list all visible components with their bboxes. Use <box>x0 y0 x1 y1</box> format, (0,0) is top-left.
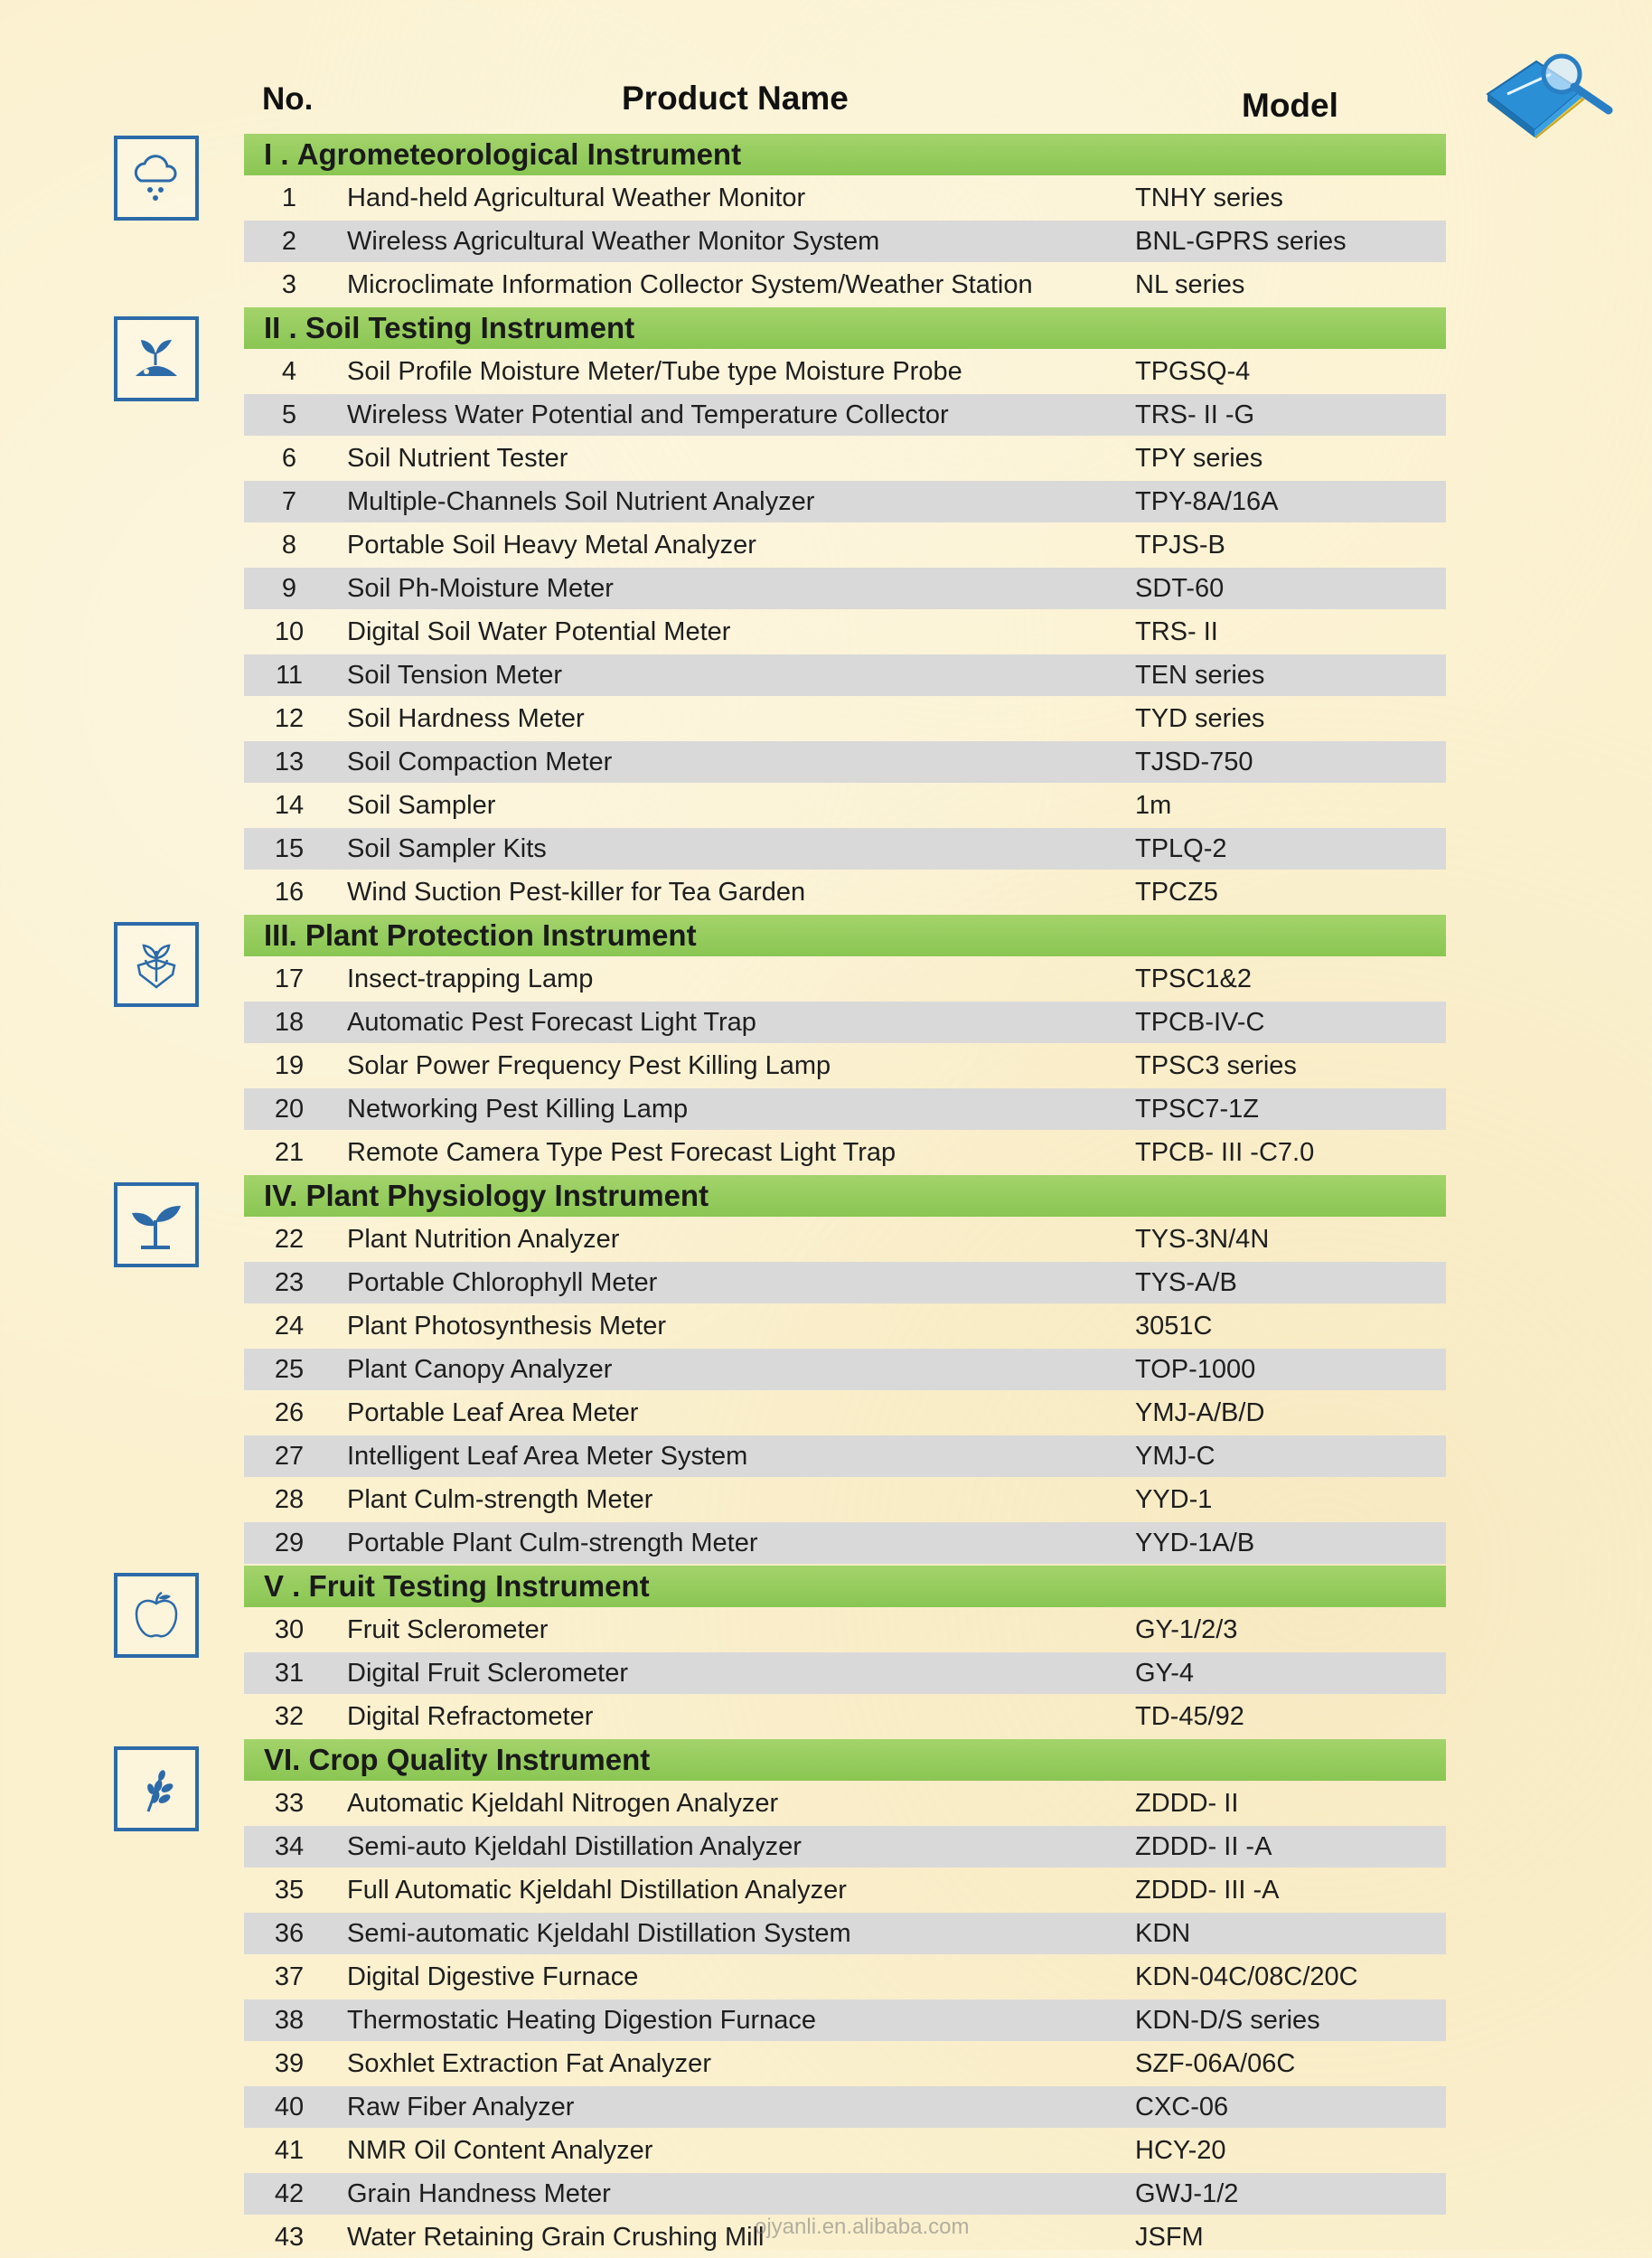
product-name: Soil Ph-Moisture Meter <box>347 573 614 603</box>
table-row <box>244 221 1446 262</box>
table-row <box>244 1349 1446 1390</box>
product-model: TPCB- III -C7.0 <box>1135 1137 1315 1167</box>
product-table <box>244 134 1446 2258</box>
row-number: 34 <box>274 1831 305 1861</box>
row-number: 43 <box>274 2222 305 2252</box>
row-number: 23 <box>274 1267 305 1297</box>
product-name: Grain Handness Meter <box>347 2178 611 2208</box>
product-name: Soil Tension Meter <box>347 660 563 690</box>
product-name: Full Automatic Kjeldahl Distillation Analyzer <box>347 1875 847 1905</box>
wheat-icon <box>114 1746 199 1831</box>
product-model: YYD-1A/B <box>1135 1528 1255 1557</box>
product-model: TPCZ5 <box>1135 877 1218 907</box>
product-model: KDN <box>1135 1918 1191 1948</box>
section-title: Plant Physiology Instrument <box>305 1179 709 1212</box>
product-name: NMR Oil Content Analyzer <box>347 2135 653 2165</box>
product-name: Soil Compaction Meter <box>347 747 613 776</box>
product-model: YMJ-C <box>1135 1441 1216 1471</box>
table-row <box>244 1956 1446 1998</box>
table-row <box>244 958 1446 1000</box>
row-number: 15 <box>274 833 305 863</box>
book-magnifier-icon <box>1473 47 1618 155</box>
section-title: Soil Testing Instrument <box>305 311 635 344</box>
product-name: Digital Refractometer <box>347 1701 594 1731</box>
product-model: TPSC3 series <box>1135 1050 1297 1080</box>
row-number: 20 <box>274 1094 305 1124</box>
row-number: 24 <box>274 1311 305 1341</box>
section-numeral: VI. <box>264 1743 301 1776</box>
table-row <box>244 1783 1446 1824</box>
table-row <box>244 828 1446 870</box>
row-number: 36 <box>274 1918 305 1948</box>
row-number: 33 <box>274 1788 305 1818</box>
product-model: TPY-8A/16A <box>1135 486 1279 516</box>
product-model: NL series <box>1135 269 1245 299</box>
table-row <box>244 2043 1446 2084</box>
product-model: JSFM <box>1135 2222 1204 2252</box>
product-name: Semi-auto Kjeldahl Distillation Analyzer <box>347 1831 802 1861</box>
product-name: Automatic Kjeldahl Nitrogen Analyzer <box>347 1788 779 1818</box>
table-row <box>244 1696 1446 1737</box>
product-name: Soil Sampler Kits <box>347 833 547 863</box>
row-number: 12 <box>274 703 305 733</box>
product-model: TYD series <box>1135 703 1265 733</box>
section-numeral: V . <box>264 1569 301 1603</box>
row-number: 6 <box>281 443 297 473</box>
table-row <box>244 1869 1446 1911</box>
section-numeral: I . <box>264 137 289 171</box>
product-model: TPCB-IV-C <box>1135 1007 1265 1037</box>
table-row <box>244 698 1446 739</box>
table-row <box>244 741 1446 783</box>
row-number: 3 <box>281 269 297 299</box>
section-plant-physiology <box>244 1175 1446 1217</box>
table-row <box>244 1218 1446 1260</box>
row-number: 7 <box>281 486 297 516</box>
section-numeral: II . <box>264 311 297 344</box>
row-number: 42 <box>274 2178 305 2208</box>
soil-sprout-icon <box>114 316 199 401</box>
section-numeral: III. <box>264 918 297 952</box>
table-row <box>244 1479 1446 1520</box>
table-row <box>244 654 1446 696</box>
product-name: Water Retaining Grain Crushing Mill <box>347 2222 765 2252</box>
row-number: 26 <box>274 1397 305 1427</box>
table-row <box>244 1002 1446 1043</box>
header-model: Model <box>1242 87 1338 124</box>
row-number: 35 <box>274 1875 305 1905</box>
product-name: Soil Sampler <box>347 790 496 820</box>
table-row <box>244 394 1446 436</box>
product-name: Wireless Agricultural Weather Monitor System <box>347 226 880 256</box>
product-name: Soil Profile Moisture Meter/Tube type Moisture Probe <box>347 356 962 386</box>
product-name: Wireless Water Potential and Temperature Collector <box>347 400 949 429</box>
product-model: TJSD-750 <box>1135 747 1253 776</box>
table-row <box>244 264 1446 306</box>
row-number: 4 <box>281 356 297 386</box>
product-name: Thermostatic Heating Digestion Furnace <box>347 2005 817 2035</box>
product-model: TNHY series <box>1135 183 1283 212</box>
product-name: Semi-automatic Kjeldahl Distillation System <box>347 1918 851 1948</box>
row-number: 21 <box>274 1137 305 1167</box>
product-name: Plant Culm-strength Meter <box>347 1484 653 1514</box>
row-number: 38 <box>274 2005 305 2035</box>
product-name: Soxhlet Extraction Fat Analyzer <box>347 2048 711 2078</box>
product-name: Microclimate Information Collector System/Weather Station <box>347 269 1033 299</box>
table-row <box>244 1045 1446 1087</box>
table-row <box>244 1435 1446 1477</box>
header-no: No. <box>262 81 314 117</box>
table-row <box>244 437 1446 479</box>
product-name: Soil Nutrient Tester <box>347 443 568 473</box>
product-model: TPSC1&2 <box>1135 964 1252 993</box>
table-row <box>244 1826 1446 1868</box>
product-model: YMJ-A/B/D <box>1135 1397 1265 1427</box>
table-row <box>244 481 1446 522</box>
product-model: 3051C <box>1135 1311 1213 1341</box>
row-number: 37 <box>274 1962 305 1991</box>
row-number: 39 <box>274 2048 305 2078</box>
product-name: Portable Soil Heavy Metal Analyzer <box>347 530 756 560</box>
table-row <box>244 2086 1446 2128</box>
row-number: 16 <box>274 877 305 907</box>
product-model: GY-4 <box>1135 1658 1195 1688</box>
row-number: 11 <box>275 660 304 690</box>
product-name: Networking Pest Killing Lamp <box>347 1094 689 1124</box>
product-name: Portable Leaf Area Meter <box>347 1397 639 1427</box>
row-number: 8 <box>281 530 297 560</box>
product-model: ZDDD- II <box>1135 1788 1239 1818</box>
row-number: 40 <box>274 2092 305 2122</box>
product-name: Portable Chlorophyll Meter <box>347 1267 658 1297</box>
product-name: Insect-trapping Lamp <box>347 964 594 993</box>
product-name: Multiple-Channels Soil Nutrient Analyzer <box>347 486 815 516</box>
product-name: Plant Canopy Analyzer <box>347 1354 613 1384</box>
product-name: Digital Soil Water Potential Meter <box>347 616 731 646</box>
product-name: Solar Power Frequency Pest Killing Lamp <box>347 1050 831 1080</box>
product-model: KDN-04C/08C/20C <box>1135 1962 1358 1991</box>
product-model: GWJ-1/2 <box>1135 2178 1239 2208</box>
table-row <box>244 1522 1446 1564</box>
row-number: 1 <box>281 183 297 212</box>
row-number: 27 <box>274 1441 305 1471</box>
product-name: Intelligent Leaf Area Meter System <box>347 1441 748 1471</box>
row-number: 32 <box>274 1701 305 1731</box>
product-name: Hand-held Agricultural Weather Monitor <box>347 183 806 212</box>
section-soil-testing <box>244 307 1446 349</box>
table-row <box>244 1999 1446 2041</box>
table-row <box>244 2130 1446 2171</box>
product-name: Fruit Sclerometer <box>347 1614 549 1644</box>
product-model: TEN series <box>1135 660 1265 690</box>
section-title: Fruit Testing Instrument <box>308 1569 650 1603</box>
table-row <box>244 568 1446 609</box>
row-number: 31 <box>274 1658 305 1688</box>
product-model: GY-1/2/3 <box>1135 1614 1238 1644</box>
product-model: TPGSQ-4 <box>1135 356 1251 386</box>
product-name: Soil Hardness Meter <box>347 703 585 733</box>
table-row <box>244 1609 1446 1651</box>
product-model: TPJS-B <box>1135 530 1225 560</box>
row-number: 29 <box>274 1528 305 1557</box>
row-number: 28 <box>274 1484 305 1514</box>
product-model: 1m <box>1135 790 1172 820</box>
table-row <box>244 524 1446 566</box>
weather-cloud-icon <box>114 136 199 221</box>
row-number: 10 <box>274 616 305 646</box>
row-number: 9 <box>281 573 297 603</box>
table-row <box>244 785 1446 826</box>
apple-icon <box>114 1573 199 1658</box>
product-name: Wind Suction Pest-killer for Tea Garden <box>347 877 806 907</box>
row-number: 19 <box>274 1050 305 1080</box>
product-name: Digital Digestive Furnace <box>347 1962 639 1991</box>
product-model: SDT-60 <box>1135 573 1225 603</box>
row-number: 17 <box>274 964 305 993</box>
product-model: ZDDD- III -A <box>1135 1875 1280 1905</box>
header-product-name: Product Name <box>622 80 849 117</box>
product-name: Digital Fruit Sclerometer <box>347 1658 629 1688</box>
table-row <box>244 2173 1446 2215</box>
product-model: SZF-06A/06C <box>1135 2048 1296 2078</box>
row-number: 22 <box>274 1224 305 1254</box>
product-model: TRS- II <box>1135 616 1218 646</box>
section-numeral: IV. <box>264 1179 298 1212</box>
row-number: 25 <box>274 1354 305 1384</box>
row-number: 2 <box>281 226 297 256</box>
table-row <box>244 1652 1446 1694</box>
product-model: TPSC7-1Z <box>1135 1094 1259 1124</box>
seedling-icon <box>114 1182 199 1267</box>
product-name: Plant Nutrition Analyzer <box>347 1224 620 1254</box>
table-row <box>244 1392 1446 1434</box>
row-number: 30 <box>274 1614 305 1644</box>
product-model: TYS-A/B <box>1135 1267 1237 1297</box>
table-row <box>244 871 1446 913</box>
product-model: HCY-20 <box>1135 2135 1226 2165</box>
table-row <box>244 177 1446 219</box>
table-row <box>244 611 1446 653</box>
table-row <box>244 1305 1446 1347</box>
section-fruit-testing <box>244 1566 1446 1607</box>
product-model: CXC-06 <box>1135 2092 1229 2122</box>
product-model: TPLQ-2 <box>1135 833 1227 863</box>
watermark-text: ojyanli.en.alibaba.com <box>755 2215 970 2239</box>
table-row <box>244 1132 1446 1173</box>
row-number: 18 <box>274 1007 305 1037</box>
section-title: Plant Protection Instrument <box>305 918 697 952</box>
table-row <box>244 1913 1446 1954</box>
section-agrometeorological <box>244 134 1446 175</box>
row-number: 14 <box>274 790 305 820</box>
row-number: 41 <box>274 2135 305 2165</box>
product-model: TOP-1000 <box>1135 1354 1256 1384</box>
product-model: TRS- II -G <box>1135 400 1255 429</box>
table-row <box>244 351 1446 392</box>
section-title: Crop Quality Instrument <box>308 1743 651 1776</box>
product-model: KDN-D/S series <box>1135 2005 1320 2035</box>
product-model: TD-45/92 <box>1135 1701 1244 1731</box>
product-model: ZDDD- II -A <box>1135 1831 1272 1861</box>
product-name: Automatic Pest Forecast Light Trap <box>347 1007 756 1037</box>
table-row <box>244 1262 1446 1303</box>
product-name: Plant Photosynthesis Meter <box>347 1311 667 1341</box>
table-row <box>244 1088 1446 1130</box>
product-model: TPY series <box>1135 443 1263 473</box>
product-model: TYS-3N/4N <box>1135 1224 1270 1254</box>
product-name: Raw Fiber Analyzer <box>347 2092 575 2122</box>
section-title: Agrometeorological Instrument <box>296 137 742 171</box>
plant-shield-icon <box>114 922 199 1007</box>
product-model: YYD-1 <box>1135 1484 1213 1514</box>
section-plant-protection <box>244 915 1446 956</box>
product-model: BNL-GPRS series <box>1135 226 1347 256</box>
product-name: Portable Plant Culm-strength Meter <box>347 1528 758 1557</box>
row-number: 5 <box>281 400 297 429</box>
section-crop-quality <box>244 1739 1446 1781</box>
row-number: 13 <box>274 747 305 776</box>
product-name: Remote Camera Type Pest Forecast Light Trap <box>347 1137 896 1167</box>
table-header <box>0 0 1652 134</box>
